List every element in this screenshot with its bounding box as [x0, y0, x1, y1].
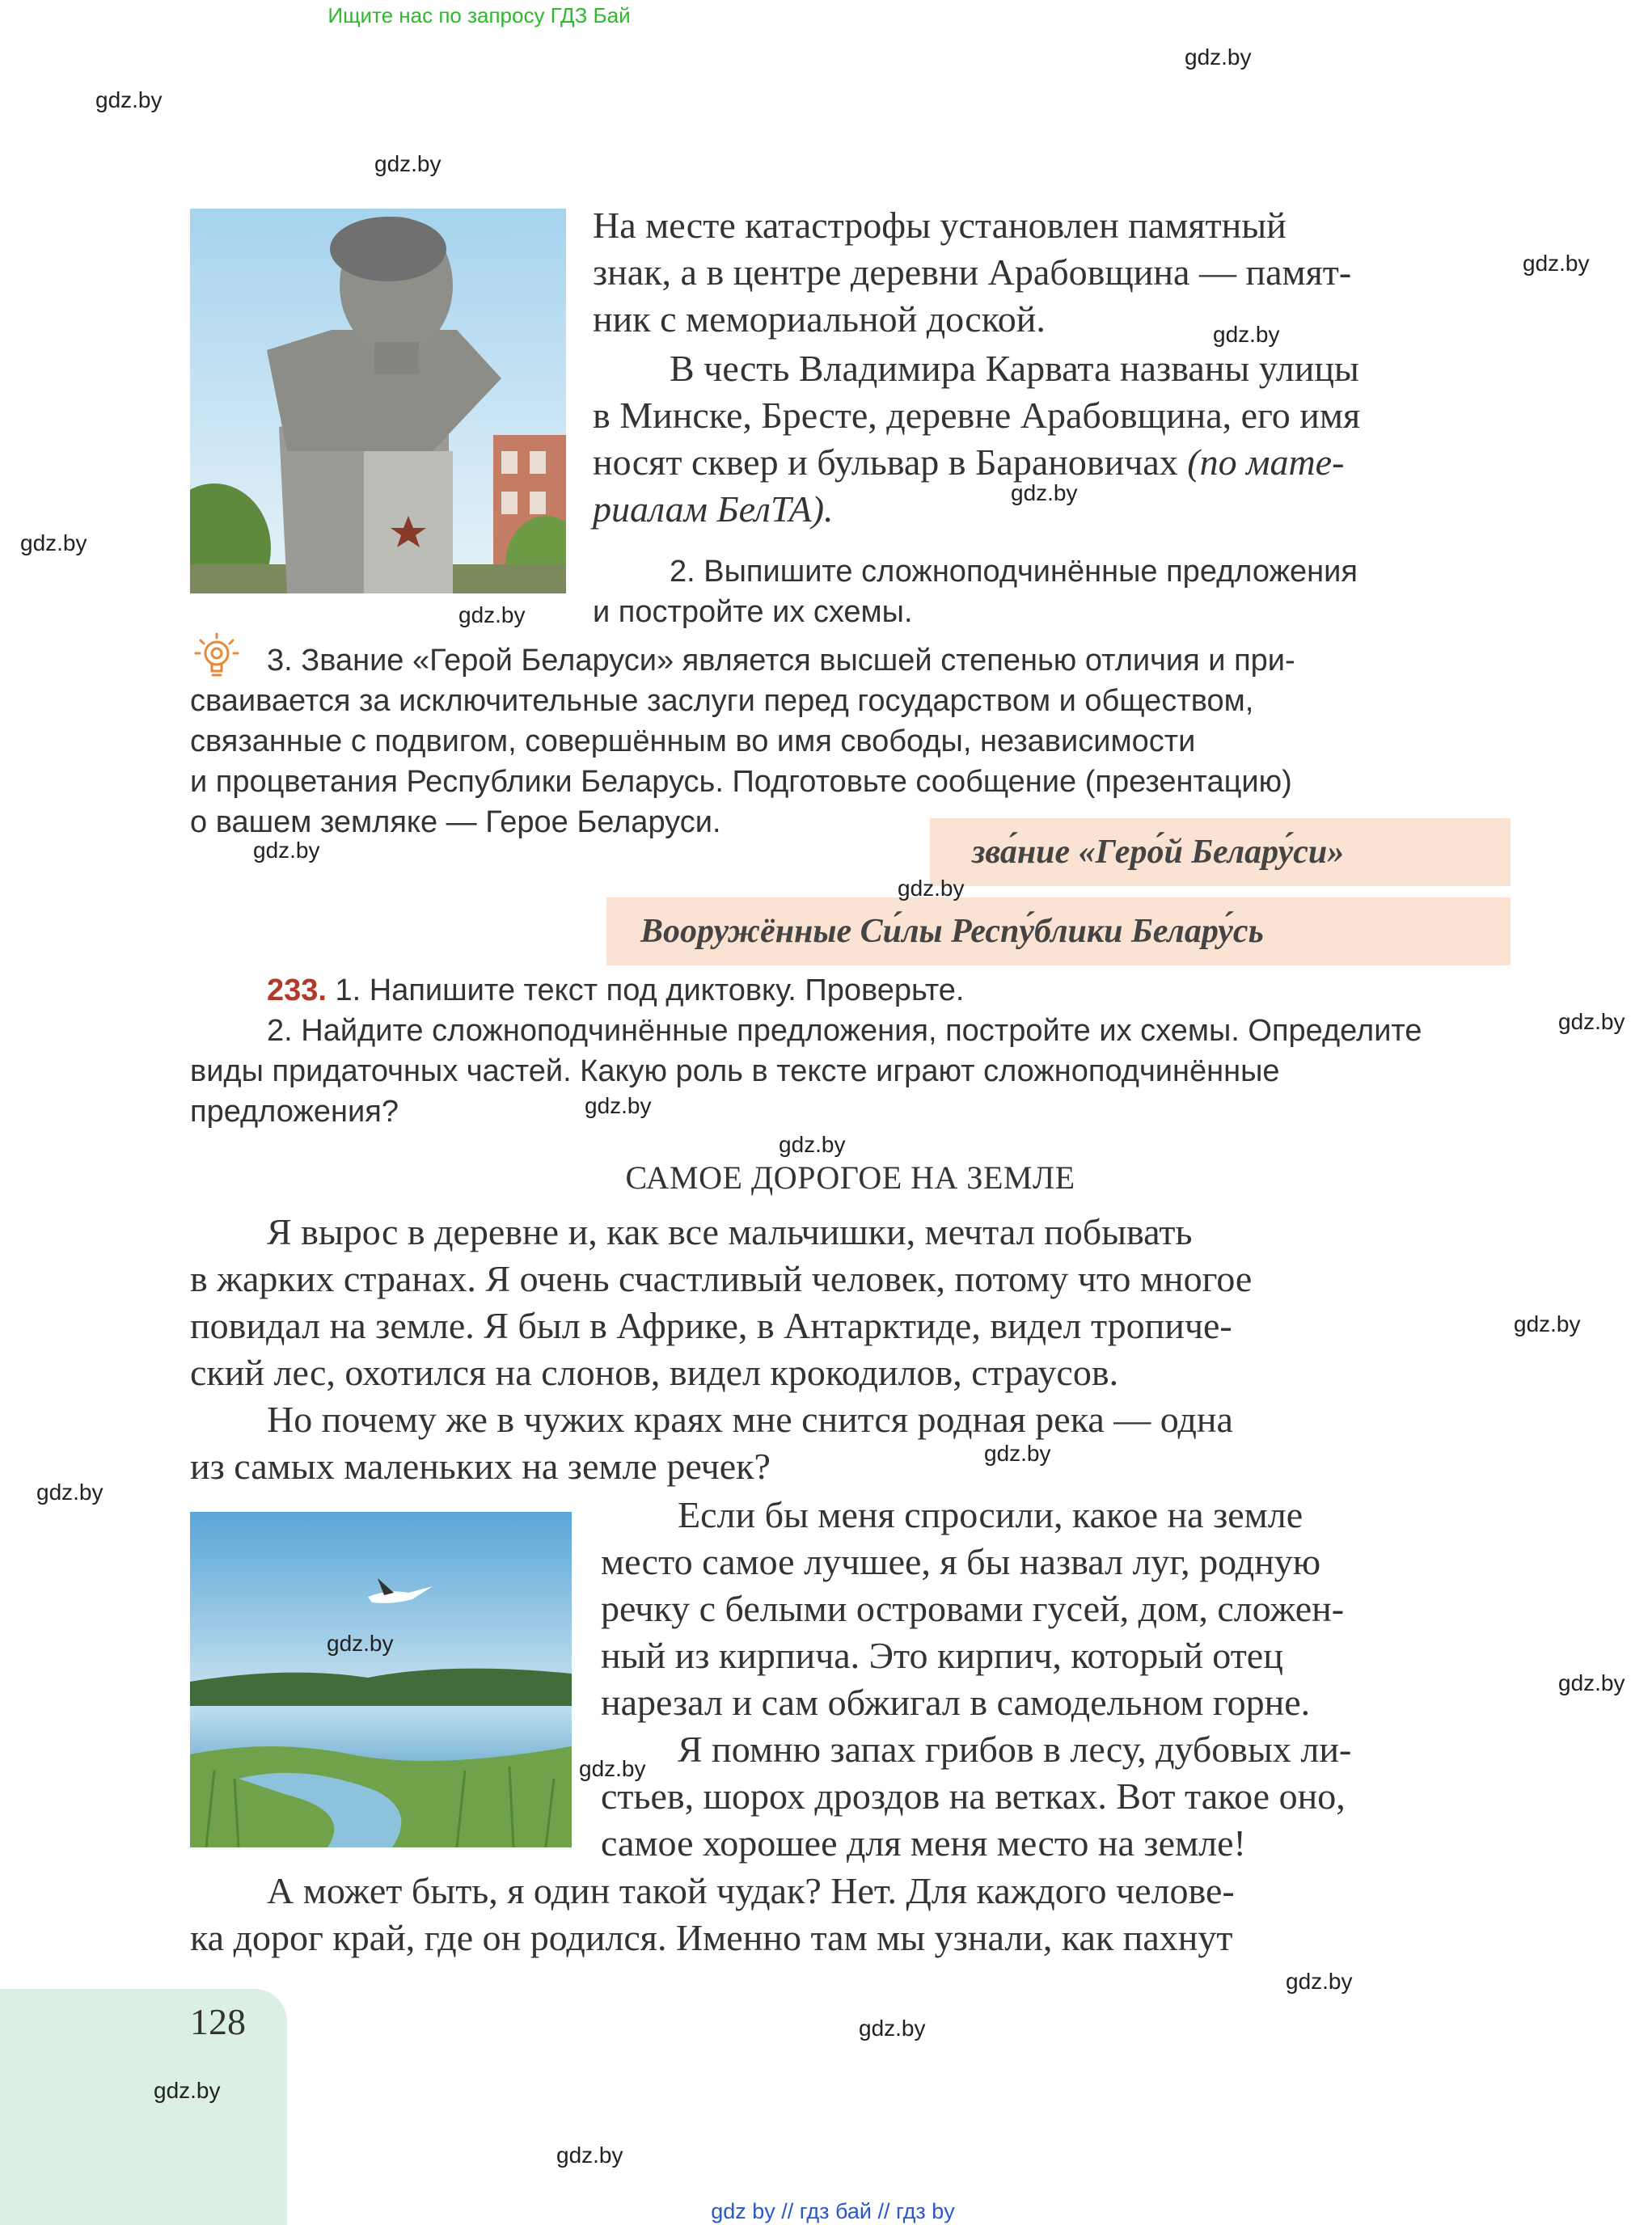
watermark: gdz.by	[20, 530, 87, 555]
monument-photo	[190, 209, 566, 593]
story-paragraph-1	[190, 1209, 1510, 1490]
exercise-number: 233.	[267, 973, 327, 1007]
watermark: gdz.by	[374, 151, 442, 176]
text-line: 2. Выпишите сложноподчинённые предложения	[670, 555, 1358, 589]
text-line	[190, 970, 1510, 1011]
watermark: gdz.by	[1213, 322, 1280, 347]
text-line: Я вырос в деревне и, как все мальчишки, мечтал побывать	[267, 1211, 1193, 1252]
text-line: место самое лучшее, я бы назвал луг, родную	[601, 1541, 1321, 1582]
text-line: повидал на земле. Я был в Африке, в Антарктиде, видел тропиче-	[190, 1305, 1232, 1346]
watermark: gdz.by	[1558, 1009, 1625, 1034]
vocab-banner	[606, 897, 1510, 965]
story-title: САМОЕ ДОРОГОЕ НА ЗЕМЛЕ	[625, 1159, 1075, 1196]
watermark: gdz.by	[95, 87, 163, 112]
text-line: связанные с подвигом, совершённым во имя свободы, независимости	[190, 724, 1196, 758]
source-italic: (по мате-	[1187, 441, 1345, 483]
text-line: и процветания Республики Беларусь. Подготовьте сообщение (презентацию)	[190, 765, 1292, 799]
text-line: нарезал и сам обжигал в самодельном горне.	[601, 1682, 1311, 1723]
text-line: Если бы меня спросили, какое на земле	[678, 1494, 1303, 1535]
watermark: gdz.by	[898, 876, 965, 901]
story-paragraph-5	[190, 1868, 1510, 1961]
watermark: gdz.by	[36, 1480, 104, 1505]
text-line: сваивается за исключительные заслуги перед государством и обществом,	[190, 684, 1254, 718]
text-line: ный из кирпича. Это кирпич, который отец	[601, 1635, 1283, 1676]
watermark: gdz.by	[458, 602, 526, 627]
text-line: в Минске, Бресте, деревне Арабовщина, его имя	[593, 395, 1361, 436]
watermark: gdz.by	[585, 1093, 652, 1118]
text-line: предложения?	[190, 1095, 399, 1129]
text-line: виды придаточных частей. Какую роль в тексте играют сложноподчинённые	[190, 1054, 1280, 1088]
text-span: 1. Напишите текст под диктовку. Проверьте.	[335, 973, 965, 1007]
text-line: Я помню запах грибов в лесу, дубовых ли-	[678, 1729, 1352, 1770]
text-line: ка дорог край, где он родился. Именно там мы узнали, как пахнут	[190, 1917, 1233, 1958]
text-line: А может быть, я один такой чудак? Нет. Для каждого челове-	[267, 1870, 1235, 1911]
exercise-233	[190, 970, 1510, 1132]
text-line: стьев, шорох дроздов на ветках. Вот такое оно,	[601, 1775, 1346, 1817]
text-line: знак, а в центре деревни Арабовщина — памят-	[593, 251, 1352, 293]
text-line: ник с мемориальной доской.	[593, 298, 1046, 340]
watermark: gdz.by	[1286, 1969, 1353, 1994]
text-line: На месте катастрофы установлен памятный	[593, 205, 1287, 246]
watermark: gdz.by	[1558, 1670, 1625, 1695]
header-banner[interactable]: Ищите нас по запросу ГДЗ Бай	[327, 3, 631, 27]
watermark: gdz.by	[1514, 1311, 1581, 1336]
text-line: 3. Звание «Герой Беларуси» является высшей степенью отличия и при-	[267, 644, 1295, 678]
watermark: gdz.by	[1185, 44, 1252, 70]
paragraph-memorial	[593, 202, 1510, 343]
story-paragraph-3	[601, 1492, 1510, 1867]
watermark: gdz.by	[579, 1756, 646, 1781]
text-line	[593, 439, 1510, 486]
text-line: из самых маленьких на земле речек?	[190, 1446, 771, 1487]
watermark: gdz.by	[1523, 251, 1590, 276]
vocab-term: зва́ние «Геро́й Белару́си»	[972, 834, 1345, 871]
landscape-photo	[190, 1512, 572, 1847]
text-line: В честь Владимира Карвата названы улицы	[670, 348, 1359, 389]
text-line: ский лес, охотился на слонов, видел крокодилов, страусов.	[190, 1352, 1119, 1393]
watermark: gdz.by	[779, 1132, 846, 1157]
footer-links[interactable]: gdz by // гдз бай // гдз by	[711, 2199, 955, 2223]
text-line: в жарких странах. Я очень счастливый человек, потому что многое	[190, 1258, 1253, 1299]
vocab-term: Вооружённые Си́лы Респу́блики Белару́сь	[640, 913, 1264, 950]
page-number: 128	[190, 2001, 246, 2042]
text-span: носят сквер и бульвар в Барановичах	[593, 441, 1188, 483]
text-line: о вашем земляке — Герое Беларуси.	[190, 805, 721, 839]
watermark: gdz.by	[1011, 480, 1078, 505]
watermark: gdz.by	[154, 2078, 221, 2103]
vocab-banner	[930, 818, 1510, 886]
task-2	[593, 551, 1510, 632]
watermark: gdz.by	[984, 1441, 1051, 1466]
watermark: gdz.by	[253, 838, 320, 863]
text-line: 2. Найдите сложноподчинённые предложения, постройте их схемы. Определите	[267, 1014, 1422, 1048]
text-line: речку с белыми островами гусей, дом, сложен-	[601, 1588, 1345, 1629]
source-italic: риалам БелТА).	[593, 488, 834, 530]
watermark: gdz.by	[556, 2143, 623, 2168]
watermark: gdz.by	[327, 1631, 394, 1656]
text-line: Но почему же в чужих краях мне снится родная река — одна	[267, 1399, 1233, 1440]
watermark: gdz.by	[859, 2016, 926, 2041]
text-line: самое хорошее для меня место на земле!	[601, 1822, 1246, 1864]
task-3	[190, 640, 1510, 842]
text-line: и постройте их схемы.	[593, 595, 913, 629]
